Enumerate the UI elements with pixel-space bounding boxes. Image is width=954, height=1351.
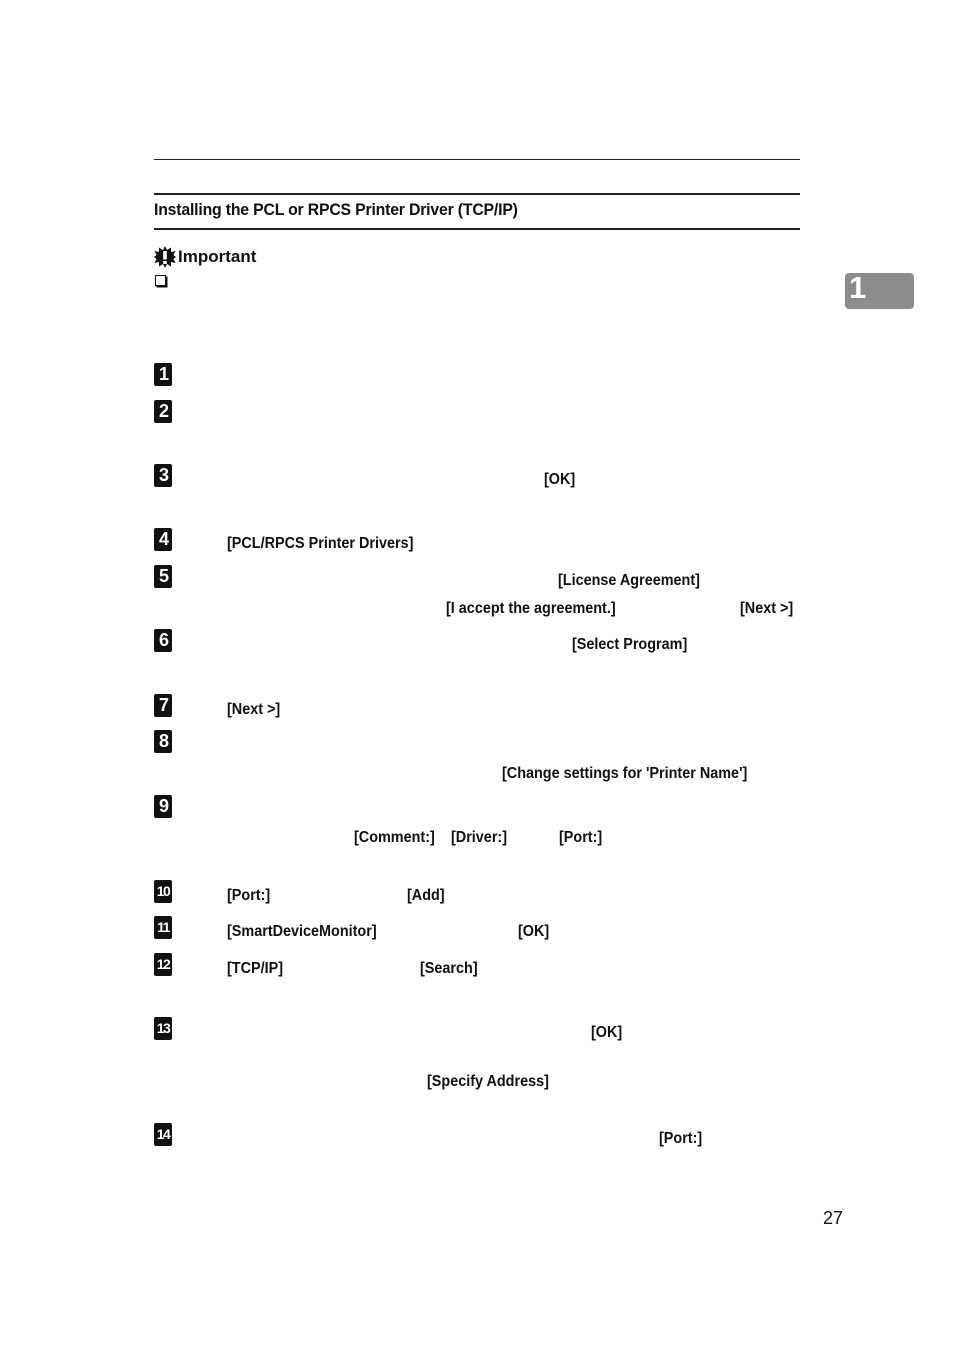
ui-label-specify-address: [Specify Address] [427,1073,549,1090]
ui-label-ok: [OK] [544,471,576,488]
ui-label-ok: [OK] [591,1024,623,1041]
ui-label-next: [Next >] [740,600,794,617]
ui-label-select-program: [Select Program] [572,636,688,653]
ui-label-port: [Port:] [227,887,271,904]
ui-label-comment: [Comment:] [354,829,435,846]
step-number-10: 10 [154,880,172,903]
ui-label-change-settings: [Change settings for 'Printer Name'] [502,765,748,782]
ui-label-ok: [OK] [518,923,550,940]
important-label: Important [178,247,257,266]
step-number-1: 1 [154,363,172,386]
bullet-checkbox-icon [155,275,166,286]
step-number-14: 14 [154,1123,172,1146]
ui-label-license-agreement: [License Agreement] [558,572,700,589]
important-burst-icon [154,246,176,268]
section-rule-bottom [154,228,800,230]
step-number-2: 2 [154,400,172,423]
page-number: 27 [823,1208,844,1228]
step-number-6: 6 [154,629,172,652]
ui-label-next: [Next >] [227,701,281,718]
step-number-12: 12 [154,953,172,976]
step-number-11: 11 [154,916,172,939]
top-rule [154,159,800,160]
ui-label-driver: [Driver:] [451,829,508,846]
ui-label-accept-agreement: [I accept the agreement.] [446,600,616,617]
ui-label-add: [Add] [407,887,445,904]
important-note [154,246,256,268]
step-number-9: 9 [154,795,172,818]
ui-label-search: [Search] [420,960,478,977]
section-title: Installing the PCL or RPCS Printer Driver (TCP/IP) [154,200,518,219]
ui-label-port: [Port:] [659,1130,703,1147]
step-number-5: 5 [154,565,172,588]
section-rule-top [154,193,800,195]
ui-label-pcl-rpcs-printer-drivers: [PCL/RPCS Printer Drivers] [227,535,414,552]
step-number-8: 8 [154,730,172,753]
chapter-number: 1 [849,270,867,305]
step-number-3: 3 [154,464,172,487]
step-number-4: 4 [154,528,172,551]
ui-label-port: [Port:] [559,829,603,846]
step-number-13: 13 [154,1017,172,1040]
ui-label-smartdevicemonitor: [SmartDeviceMonitor] [227,923,377,940]
ui-label-tcp-ip: [TCP/IP] [227,960,283,977]
step-number-7: 7 [154,694,172,717]
